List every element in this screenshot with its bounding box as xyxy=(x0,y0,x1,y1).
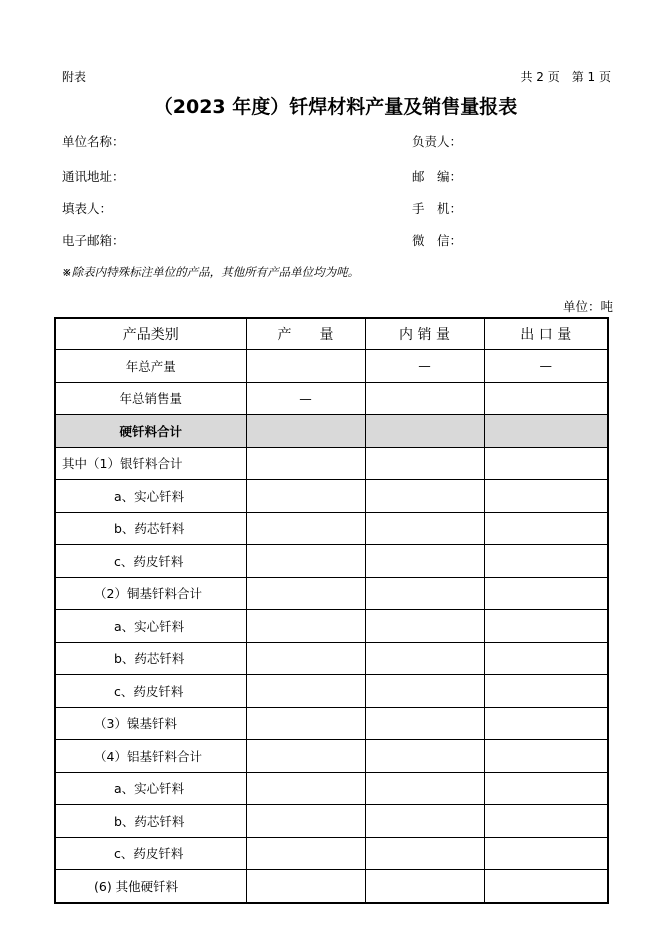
filler-field: 填表人： xyxy=(62,201,113,216)
table-row xyxy=(55,610,608,643)
export-cell[interactable] xyxy=(484,480,608,513)
domestic-cell: — xyxy=(365,350,484,383)
wechat-field: 微 信： xyxy=(412,233,463,248)
row-label: 年总产量 xyxy=(55,350,246,383)
table-row xyxy=(55,837,608,870)
address-field: 通讯地址： xyxy=(62,169,125,184)
row-label: 硬钎料合计 xyxy=(55,415,246,448)
export-cell[interactable] xyxy=(484,382,608,415)
row-label: a、实心钎料 xyxy=(55,480,246,513)
domestic-cell[interactable] xyxy=(365,772,484,805)
domestic-cell[interactable] xyxy=(365,610,484,643)
production-cell[interactable] xyxy=(246,350,365,383)
table-row xyxy=(55,577,608,610)
production-cell[interactable] xyxy=(246,805,365,838)
row-label: a、实心钎料 xyxy=(55,610,246,643)
domestic-cell[interactable] xyxy=(365,837,484,870)
row-label: 其中（1）银钎料合计 xyxy=(55,447,246,480)
row-label: a、实心钎料 xyxy=(55,772,246,805)
mobile-field: 手 机： xyxy=(412,201,463,216)
export-cell[interactable] xyxy=(484,415,608,448)
production-cell[interactable] xyxy=(246,837,365,870)
production-cell[interactable] xyxy=(246,577,365,610)
page-title: （2023 年度）钎焊材料产量及销售量报表 xyxy=(153,96,518,118)
production-cell[interactable] xyxy=(246,512,365,545)
email-field: 电子邮箱： xyxy=(62,233,125,248)
domestic-cell[interactable] xyxy=(365,480,484,513)
domestic-cell[interactable] xyxy=(365,707,484,740)
postcode-field: 邮 编： xyxy=(412,169,463,184)
report-table xyxy=(54,317,609,904)
row-label: c、药皮钎料 xyxy=(55,675,246,708)
row-label: c、药皮钎料 xyxy=(55,545,246,578)
export-cell[interactable] xyxy=(484,740,608,773)
domestic-cell[interactable] xyxy=(365,545,484,578)
unit-note: ※除表内特殊标注单位的产品，其他所有产品单位均为吨。 xyxy=(62,265,360,279)
header-domestic-sales: 内 销 量 xyxy=(365,318,484,350)
page-info: 共 2 页 第 1 页 xyxy=(520,70,611,84)
export-cell[interactable] xyxy=(484,805,608,838)
domestic-cell[interactable] xyxy=(365,415,484,448)
table-row xyxy=(55,772,608,805)
production-cell[interactable] xyxy=(246,675,365,708)
export-cell[interactable] xyxy=(484,707,608,740)
production-cell[interactable] xyxy=(246,480,365,513)
domestic-cell[interactable] xyxy=(365,870,484,903)
export-cell[interactable] xyxy=(484,870,608,903)
responsible-field: 负责人： xyxy=(412,134,463,149)
production-cell[interactable] xyxy=(246,447,365,480)
production-cell[interactable] xyxy=(246,740,365,773)
header-export: 出 口 量 xyxy=(484,318,608,350)
table-row xyxy=(55,740,608,773)
table-row-subtotal xyxy=(55,415,608,448)
export-cell[interactable] xyxy=(484,545,608,578)
production-cell[interactable] xyxy=(246,545,365,578)
domestic-cell[interactable] xyxy=(365,512,484,545)
domestic-cell[interactable] xyxy=(365,675,484,708)
row-label: 年总销售量 xyxy=(55,382,246,415)
row-label: c、药皮钎料 xyxy=(55,837,246,870)
header-production: 产 量 xyxy=(246,318,365,350)
export-cell[interactable] xyxy=(484,512,608,545)
table-row xyxy=(55,870,608,903)
production-cell: — xyxy=(246,382,365,415)
row-label: （3）镍基钎料 xyxy=(55,707,246,740)
table-row xyxy=(55,805,608,838)
export-cell[interactable] xyxy=(484,447,608,480)
production-cell[interactable] xyxy=(246,642,365,675)
domestic-cell[interactable] xyxy=(365,577,484,610)
export-cell[interactable] xyxy=(484,675,608,708)
export-cell[interactable] xyxy=(484,642,608,675)
export-cell[interactable] xyxy=(484,837,608,870)
row-label: b、药芯钎料 xyxy=(55,512,246,545)
domestic-cell[interactable] xyxy=(365,382,484,415)
table-row xyxy=(55,545,608,578)
table-row xyxy=(55,480,608,513)
domestic-cell[interactable] xyxy=(365,740,484,773)
production-cell[interactable] xyxy=(246,610,365,643)
row-label: b、药芯钎料 xyxy=(55,642,246,675)
production-cell[interactable] xyxy=(246,707,365,740)
domestic-cell[interactable] xyxy=(365,805,484,838)
row-label: (6) 其他硬钎料 xyxy=(55,870,246,903)
header-category: 产品类别 xyxy=(55,318,246,350)
unit-label: 单位：吨 xyxy=(562,299,613,314)
row-label: b、药芯钎料 xyxy=(55,805,246,838)
row-label: （4）铝基钎料合计 xyxy=(55,740,246,773)
table-row xyxy=(55,675,608,708)
export-cell[interactable] xyxy=(484,610,608,643)
production-cell[interactable] xyxy=(246,870,365,903)
table-row xyxy=(55,447,608,480)
domestic-cell[interactable] xyxy=(365,642,484,675)
export-cell[interactable] xyxy=(484,577,608,610)
table-row xyxy=(55,382,608,415)
table-row xyxy=(55,642,608,675)
export-cell[interactable] xyxy=(484,772,608,805)
table-row xyxy=(55,350,608,383)
production-cell[interactable] xyxy=(246,415,365,448)
domestic-cell[interactable] xyxy=(365,447,484,480)
production-cell[interactable] xyxy=(246,772,365,805)
table-row xyxy=(55,707,608,740)
attachment-label: 附表 xyxy=(62,70,87,84)
unit-name-field: 单位名称： xyxy=(62,134,125,149)
table-row xyxy=(55,512,608,545)
table-header-row xyxy=(55,318,608,350)
row-label: （2）铜基钎料合计 xyxy=(55,577,246,610)
export-cell: — xyxy=(484,350,608,383)
